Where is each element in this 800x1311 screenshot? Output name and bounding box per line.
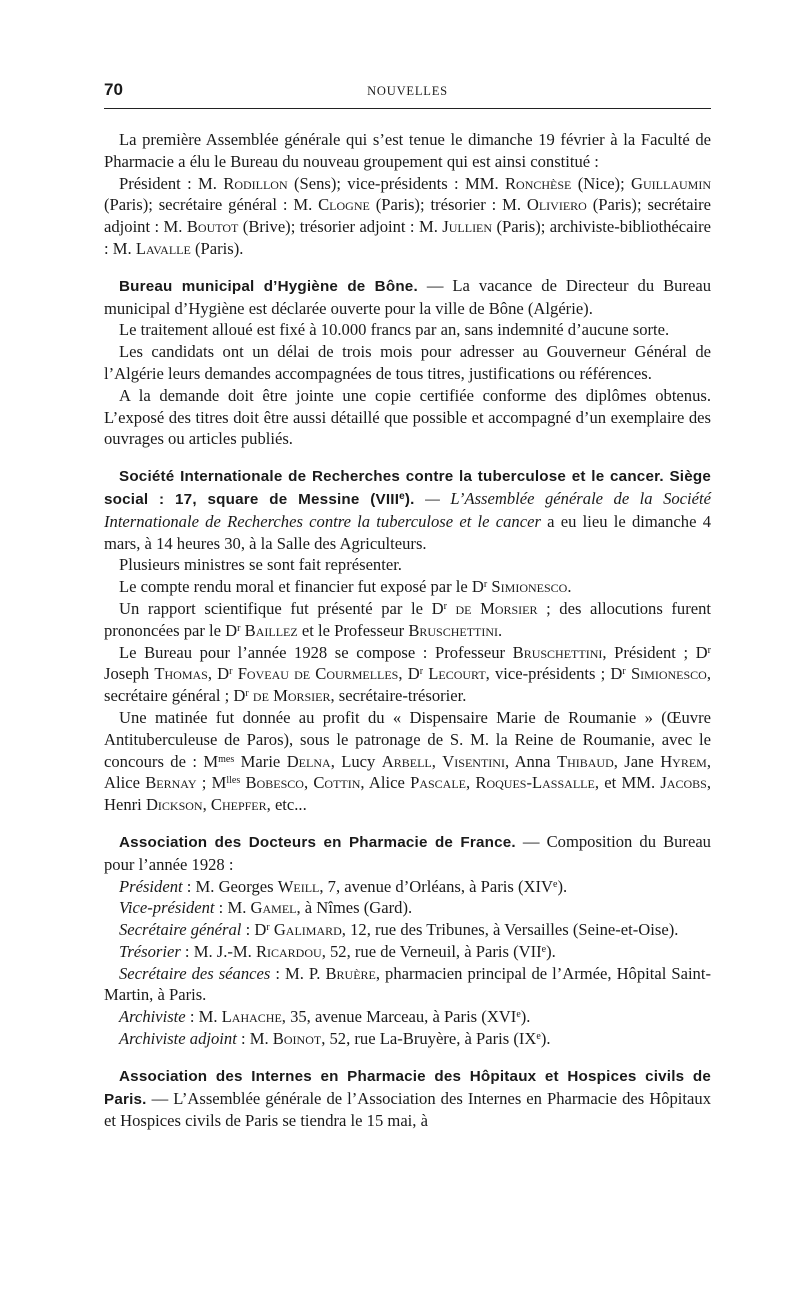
paragraph: Le traitement alloué est fixé à 10.000 francs par an, sans indemnité d’aucune sorte.: [119, 320, 670, 340]
person-name: Pascale: [410, 773, 466, 793]
person-name: Oliviero: [526, 195, 587, 215]
person-name: Hyrem: [660, 751, 707, 771]
paragraph: La première Assemblée générale qui s’est tenue le dimanche 19 février à la Faculté de Pharmacie a élu le Bureau du nouveau groupement qui est ainsi constitué :: [104, 130, 711, 171]
paragraph: Association des Docteurs en Pharmacie de France. — Composition du Bureau pour l’année 1928 :: [104, 831, 711, 874]
paragraph: Le compte rendu moral et financier fut exposé par le $D^r$ Simionesco.: [119, 577, 572, 597]
person-name: Chepfer: [210, 795, 267, 815]
section-heading: Association des Docteurs en Pharmacie de France.: [119, 833, 516, 851]
page-number: 70: [104, 80, 123, 99]
paragraph: Plusieurs ministres se sont fait représenter.: [119, 555, 402, 575]
person-name: Rodillon: [223, 173, 288, 193]
paragraph: A la demande doit être jointe une copie certifiée conforme des diplômes obtenus. L’exposé des titres doit être aussi détaillé que possible et accompagné d’un exemplaire des ouvrages ou articles publiés.: [104, 385, 711, 449]
person-name: Lavalle: [135, 238, 191, 258]
section-internes: [104, 1065, 711, 1132]
person-name: Lahache: [221, 1007, 282, 1027]
person-name: Bruère: [325, 963, 376, 983]
bureau-entry: Président : M. Georges Weill, 7, avenue d’Orléans, à Paris (XIVe).: [119, 876, 568, 896]
section-heading: Bureau municipal d’Hygiène de Bône.: [119, 277, 418, 295]
bureau-entry: Secrétaire des séances : M. P. Bruère, pharmacien principal de l’Armée, Hôpital Saint-Martin, à Paris.: [104, 963, 711, 1005]
paragraph: Une matinée fut donnée au profit du « Dispensaire Marie de Roumanie » (Œuvre Antituberculeuse de Paros), sous le patronage de S. M. la Reine de Roumanie, avec le concours de : $M^{mes}$ Marie Delna, Lucy Arbell, Visentini, Anna Thibaud, Jane Hyrem, Alice Bernay ; $M^{lles}$ Bobesco, Cottin, Alice Pascale, Roques-Lassalle, et MM. Jacobs, Henri Dickson, Chepfer, etc...: [104, 707, 712, 815]
person-name: Bruschettini: [512, 642, 603, 662]
person-name: Arbell: [381, 751, 432, 771]
person-name: Cottin: [313, 773, 361, 793]
person-name: Jullien: [442, 217, 493, 237]
section-tuberculose: [104, 465, 711, 816]
person-name: Bruschettini: [408, 620, 499, 640]
section-heading: Société Internationale de Recherches contre la tuberculose et le cancer. Siège social : 17, square de Messine (VIIIe).: [104, 468, 711, 508]
bureau-entry: Archiviste adjoint : M. Boinot, 52, rue La-Bruyère, à Paris (IXe).: [119, 1029, 551, 1049]
person-name: Foveau de Courmelles: [237, 664, 399, 684]
bureau-entry: Vice-président : M. Gamel, à Nîmes (Gard).: [119, 898, 413, 918]
person-name: Delna: [286, 751, 331, 771]
document-page: [104, 78, 711, 1132]
bureau-entry: Secrétaire général : $D^r$ Galimard, 12, rue des Tribunes, à Versailles (Seine-et-Oise).: [119, 920, 679, 940]
person-name: Bobesco: [245, 773, 304, 793]
person-name: Boutot: [186, 217, 239, 237]
person-name: Thibaud: [556, 751, 614, 771]
person-name: de Morsier: [455, 598, 538, 618]
page-header: [104, 78, 711, 109]
person-name: Guillaumin: [631, 173, 712, 193]
person-name: Thomas: [154, 664, 208, 684]
person-name: Visentini: [442, 751, 505, 771]
person-name: Weill: [277, 876, 320, 896]
section-docteurs: [104, 831, 711, 1050]
section-bone: [104, 275, 711, 450]
paragraph: Bureau municipal d’Hygiène de Bône. — La vacance de Directeur du Bureau municipal d’Hygiène est déclarée ouverte pour la ville de Bône (Algérie).: [104, 275, 711, 318]
paragraph: Un rapport scientifique fut présenté par le $D^r$ de Morsier ; des allocutions furent prononcées par le $D^r$ Baillez et le Professeur Bruschettini.: [104, 598, 712, 640]
person-name: Galimard: [273, 920, 342, 940]
person-name: Jacobs: [660, 773, 707, 793]
bureau-entry: Trésorier : M. J.-M. Ricardou, 52, rue de Verneuil, à Paris (VIIe).: [119, 941, 556, 961]
paragraph: Association des Internes en Pharmacie des Hôpitaux et Hospices civils de Paris. — L’Assemblée générale de l’Association des Internes en Pharmacie des Hôpitaux et Hospices civils de Paris se tiendra le 15 mai, à: [104, 1067, 711, 1131]
person-name: Boinot: [272, 1029, 322, 1049]
person-name: Ricardou: [255, 941, 322, 961]
running-head: NOUVELLES: [367, 84, 448, 98]
section-assemblee: [104, 129, 711, 260]
person-name: Bernay: [145, 773, 197, 793]
person-name: Dickson: [145, 795, 203, 815]
person-name: de Morsier: [252, 686, 331, 706]
person-name: Roques-Lassalle: [475, 773, 595, 793]
bureau-entry: Archiviste : M. Lahache, 35, avenue Marceau, à Paris (XVIe).: [119, 1007, 531, 1027]
person-name: Simionesco: [630, 664, 707, 684]
person-name: Baillez: [244, 620, 298, 640]
person-name: Ronchèse: [504, 173, 572, 193]
section-heading: Association des Internes en Pharmacie des Hôpitaux et Hospices civils de Paris.: [104, 1067, 711, 1108]
person-name: Simionesco: [491, 577, 568, 597]
person-name: Lecourt: [428, 664, 486, 684]
page-body: [104, 129, 711, 1132]
paragraph: Société Internationale de Recherches contre la tuberculose et le cancer. Siège social : 17, square de Messine (VIIIe). — L’Assemblée générale de la Société Internationale de Recherches contre la tuberculose et le cancer a eu lieu le dimanche 4 mars, à 14 heures 30, à la Salle des Agriculteurs.: [104, 468, 711, 553]
person-name: Gamel: [250, 898, 297, 918]
paragraph: Les candidats ont un délai de trois mois pour adresser au Gouverneur Général de l’Algérie leurs demandes accompagnées de tous titres, justifications ou références.: [104, 342, 711, 383]
person-name: Clogne: [318, 195, 370, 215]
paragraph: Président : M. Rodillon (Sens); vice-présidents : MM. Ronchèse (Nice); Guillaumin (Paris); secrétaire général : M. Clogne (Paris); trésorier : M. Oliviero (Paris); secrétaire adjoint : M. Boutot (Brive); trésorier adjoint : M. Jullien (Paris); archiviste-bibliothécaire : M. Lavalle (Paris).: [104, 173, 712, 258]
paragraph: Le Bureau pour l’année 1928 se compose : Professeur Bruschettini, Président ; $D^r$ Joseph Thomas, $D^r$ Foveau de Courmelles, $D^r$ Lecourt, vice-présidents ; $D^r$ Simionesco, secrétaire général ; $D^r$ de Morsier, secrétaire-trésorier.: [104, 642, 711, 706]
